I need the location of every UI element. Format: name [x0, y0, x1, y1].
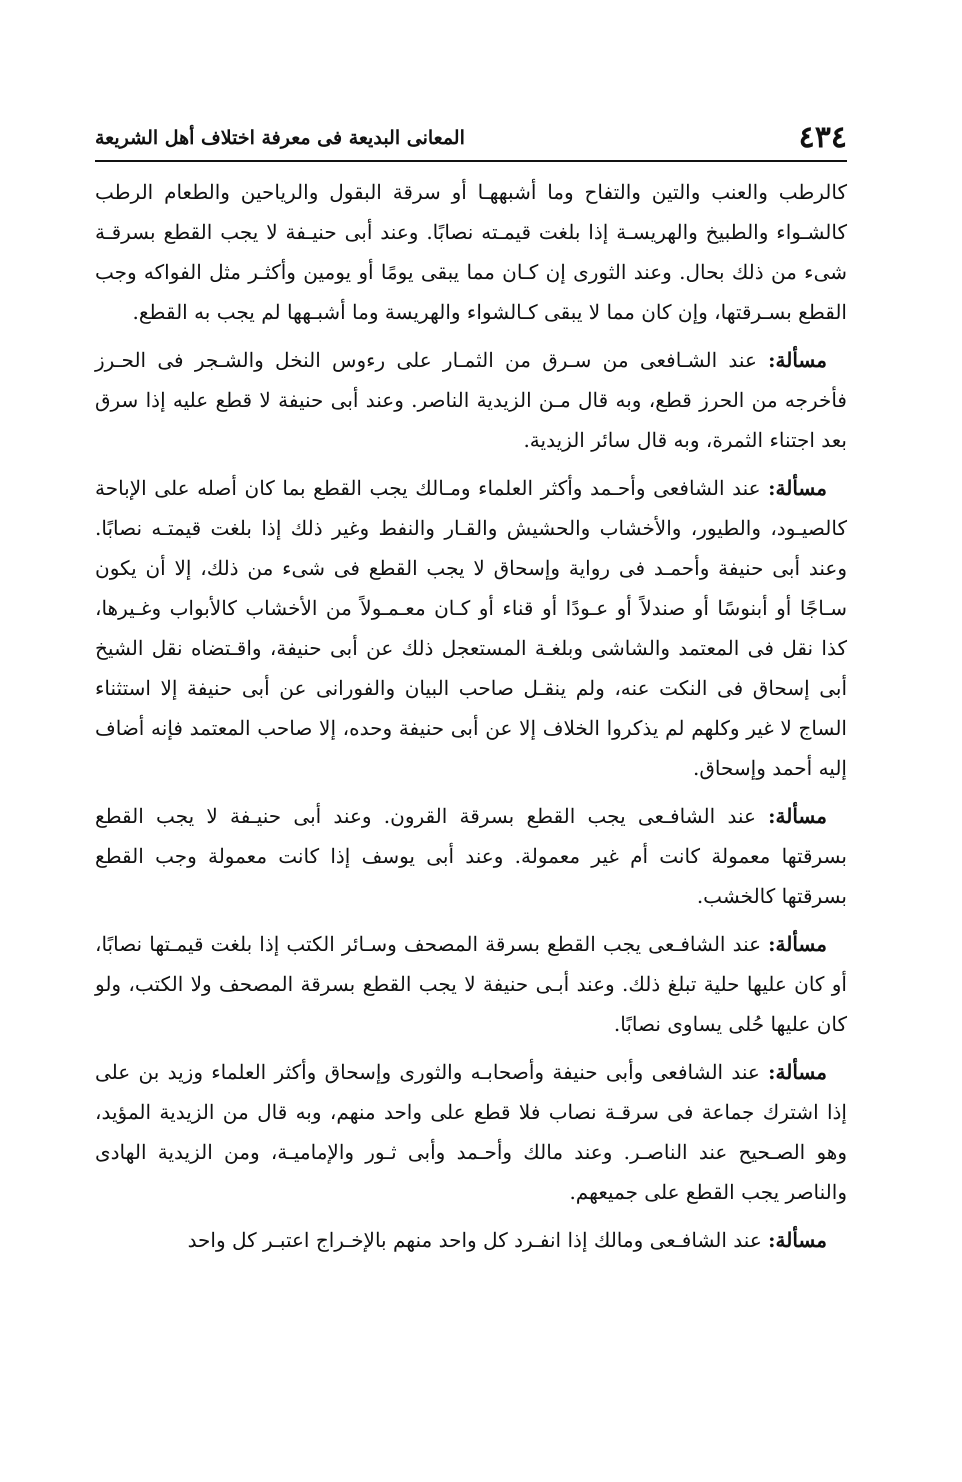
masala-heading: مسألة:: [768, 348, 827, 372]
header-rule: [95, 160, 847, 162]
paragraph-masala: [95, 1220, 847, 1260]
paragraph-text: عند الشـافعى من سـرق من الثمـار على رءوس النخل والشـجر فى الحـرز فأخرجه من الحرز قطع، وبه قال مـن الزيدية الناصر. وعند أبى حنيفة لا قطع عليه إذا سرق بعد اجتناء الثمرة، وبه قال سائر الزيدية.: [95, 348, 847, 452]
page-header: [95, 118, 847, 158]
paragraph-text: عند الشافـعى يجب القطع بسرقة المصحف وسـائر الكتب إذا بلغت قيمـتها نصابًا، أو كان عليها حلية تبلغ ذلك. وعند أبـى حنيفة لا يجب القطع بسرقة المصحف ولا الكتب، ولو كان عليها حُلى يساوى نصابًا.: [95, 932, 847, 1036]
paragraph-text: عند الشافـعى ومالك إذا انفـرد كل واحد منهم بالإخـراج اعتبـر كل واحد: [187, 1228, 769, 1252]
paragraph-masala: [95, 340, 847, 460]
paragraph-masala: [95, 468, 847, 788]
paragraph-text: عند الشافعى وأبى حنيفة وأصحابـه والثورى وإسحاق وأكثر العلماء وزيد بن على إذا اشترك جماعة فى سرقـة نصاب فلا قطع على واحد منهم، وبه قال من الزيدية المؤيد، وهو الصـحيح عند الناصـر. وعند مالك وأحـمد وأبى ثـور والإماميـة، ومن الزيدية الهادى والناصر يجب القطع على جميعهم.: [95, 1060, 847, 1204]
paragraph-text: عند الشافـعى يجب القطع بسرقة القرون. وعند أبى حنيـفة لا يجب القطع بسرقتها معمولة كانت أم غير معمولة. وعند أبى يوسف إذا كانت معمولة وجب القطع بسرقتها كالخشب.: [95, 804, 847, 908]
running-title: المعانى البديعة فى معرفة اختلاف أهل الشريعة: [95, 127, 465, 149]
masala-heading: مسألة:: [768, 932, 827, 956]
masala-heading: مسألة:: [768, 1060, 827, 1084]
paragraph-continuation: [95, 172, 847, 332]
page-number: ٤٣٤: [798, 120, 847, 155]
paragraph-text: كالرطب والعنب والتين والتفاح وما أشبههـا أو سرقة البقول والرياحين والطعام الرطب كالشـواء والطبيخ والهريسـة إذا بلغت قيمـته نصابًا. وعند أبى حنيـفة لا يجب القطع بسرقـة شىء من ذلك بحال. وعند الثورى إن كـان مما يبقى يومًا أو يومين وأكثـر مثل الفواكه وجب القطع بسـرقتها، وإن كان مما لا يبقى كـالشواء والهريسة وما أشبـهها لم يجب به القطع.: [95, 180, 847, 324]
masala-heading: مسألة:: [768, 476, 827, 500]
masala-heading: مسألة:: [768, 804, 827, 828]
page-body: [95, 172, 847, 1268]
paragraph-masala: [95, 924, 847, 1044]
paragraph-masala: [95, 1052, 847, 1212]
paragraph-text: عند الشافعى وأحـمد وأكثر العلماء ومـالك يجب القطع بما كان أصله على الإباحة كالصيـود، والطيور، والأخشاب والحشيش والقـار والنفط وغير ذلك إذا بلغت قيمتـه نصابًا. وعند أبى حنيفة وأحمـد فى رواية وإسحاق لا يجب القطع فى شىء من ذلك، إلا أن يكون سـاجًا أو أبنوسًا أو صندلاً أو عـودًا أو قناء أو كـان معـمـولاً من الأخشاب كالأبواب وغـيرها، كذا نقل فى المعتمد والشاشى وبلغـة المستعجل ذلك عن أبى حنيفة، واقـتضاه نقل الشيخ أبى إسحاق فى النكت عنه، ولم ينقـل صاحب البيان والفورانى عن أبى حنيفة إلا استثناء الساج لا غير وكلهم لم يذكروا الخلاف إلا عن أبى حنيفة وحده، إلا صاحب المعتمد فإنه أضاف إليه أحمد وإسحاق.: [95, 476, 847, 780]
paragraph-masala: [95, 796, 847, 916]
masala-heading: مسألة:: [768, 1228, 827, 1252]
